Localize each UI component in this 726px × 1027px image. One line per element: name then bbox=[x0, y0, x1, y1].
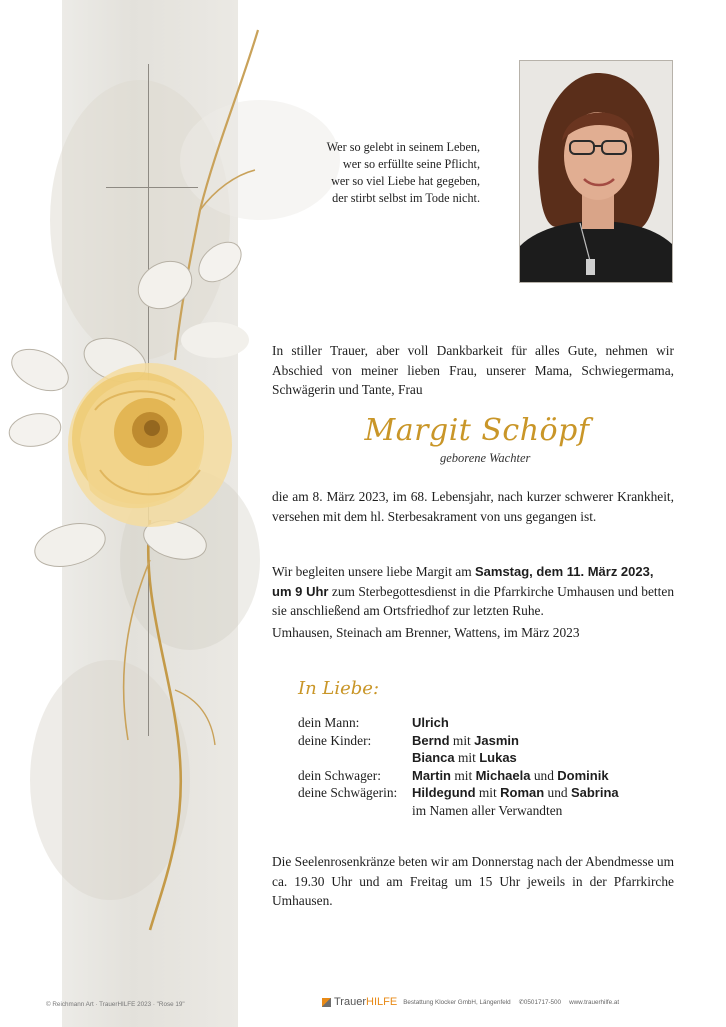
place-date: Umhausen, Steinach am Brenner, Wattens, im März 2023 bbox=[272, 625, 580, 640]
mourner-connector: mit bbox=[475, 785, 501, 800]
mourner-connector: mit bbox=[454, 750, 480, 765]
mourner-names bbox=[412, 803, 562, 819]
mourner-relation: dein Schwager: bbox=[298, 767, 381, 783]
quote-line: wer so erfüllte seine Pflicht, bbox=[342, 157, 480, 171]
brand-name-part1: Trauer bbox=[334, 996, 366, 1008]
footer-brand bbox=[322, 996, 674, 1008]
quote-line: Wer so gelebt in seinem Leben, bbox=[326, 140, 480, 154]
brand-name-part2: HILFE bbox=[366, 996, 398, 1008]
intro-paragraph: In stiller Trauer, aber voll Dankbarkeit für alles Gute, nehmen wir Abschied von meiner lieben Frau, unserer Mama, Schwiegermama, Schwägerin und Tante, Frau bbox=[272, 343, 674, 398]
mourner-name: Jasmin bbox=[474, 732, 519, 748]
mourner-names bbox=[412, 785, 619, 801]
mourner-connector: im Namen aller Verwandten bbox=[412, 802, 563, 818]
mourner-connector: und bbox=[544, 785, 571, 800]
quote-line: der stirbt selbst im Tode nicht. bbox=[332, 191, 480, 205]
mourner-names bbox=[412, 750, 517, 766]
mourner-relation: dein Mann: bbox=[298, 715, 360, 730]
website-link[interactable]: www.trauerhilfe.at bbox=[569, 998, 620, 1006]
brand-logo-icon bbox=[322, 998, 331, 1007]
intro-text bbox=[272, 341, 674, 400]
funeral-time: um 9 Uhr bbox=[272, 583, 329, 599]
mourner-name: Bernd bbox=[412, 732, 450, 748]
maiden-name: geborene Wachter bbox=[440, 451, 531, 465]
mourner-names bbox=[412, 768, 609, 784]
mourner-name: Ulrich bbox=[412, 715, 449, 730]
mourner-name: Lukas bbox=[479, 750, 517, 765]
funeral-text-after: zum Sterbegottesdienst in die Pfarrkirche Umhausen und betten sie anschließend am Ortsfriedhof zur letzten Ruhe. bbox=[272, 583, 675, 619]
portrait-photo bbox=[519, 60, 673, 283]
mourner-name: Bianca bbox=[412, 750, 455, 765]
funeral-notice bbox=[272, 562, 674, 621]
phone-number: ✆0501717-500 bbox=[518, 998, 562, 1006]
poem-quote bbox=[300, 139, 480, 207]
mourner-connector: und bbox=[530, 767, 558, 783]
mourner-name: Roman bbox=[500, 785, 545, 800]
mourner-name: Dominik bbox=[557, 767, 609, 783]
mourner-connector: mit bbox=[449, 732, 475, 748]
company-name: Bestattung Klocker GmbH, Längenfeld bbox=[403, 998, 511, 1006]
mourner-name: Michaela bbox=[475, 767, 531, 783]
artwork-credit: © Reichmann Art · TrauerHILFE 2023 · "Rose 19" bbox=[46, 1001, 185, 1008]
in-love-heading: In Liebe: bbox=[298, 678, 380, 699]
funeral-text-before: Wir begleiten unsere liebe Margit am bbox=[272, 564, 475, 579]
mourner-name: Martin bbox=[412, 767, 451, 783]
mourner-name: Sabrina bbox=[570, 785, 619, 800]
quote-line: wer so viel Liebe hat gegeben, bbox=[331, 174, 480, 188]
mourner-relation: deine Kinder: bbox=[298, 732, 372, 748]
death-notice: die am 8. März 2023, im 68. Lebensjahr, nach kurzer schwerer Krankheit, versehen mit dem hl. Sterbesakrament von uns gegangen ist. bbox=[272, 489, 674, 524]
rosary-notice: Die Seelenrosenkränze beten wir am Donnerstag nach der Abendmesse um ca. 19.30 Uhr und am Freitag um 15 Uhr jeweils in der Pfarrkirche Umhausen. bbox=[272, 854, 674, 909]
mourner-names bbox=[412, 715, 449, 731]
funeral-date: Samstag, dem 11. März 2023, bbox=[474, 564, 654, 579]
mourner-connector: mit bbox=[451, 767, 476, 783]
mourner-name: Hildegund bbox=[412, 785, 476, 800]
mourner-names bbox=[412, 733, 519, 749]
deceased-name: Margit Schöpf bbox=[364, 413, 590, 448]
mourner-relation: deine Schwägerin: bbox=[298, 785, 398, 800]
